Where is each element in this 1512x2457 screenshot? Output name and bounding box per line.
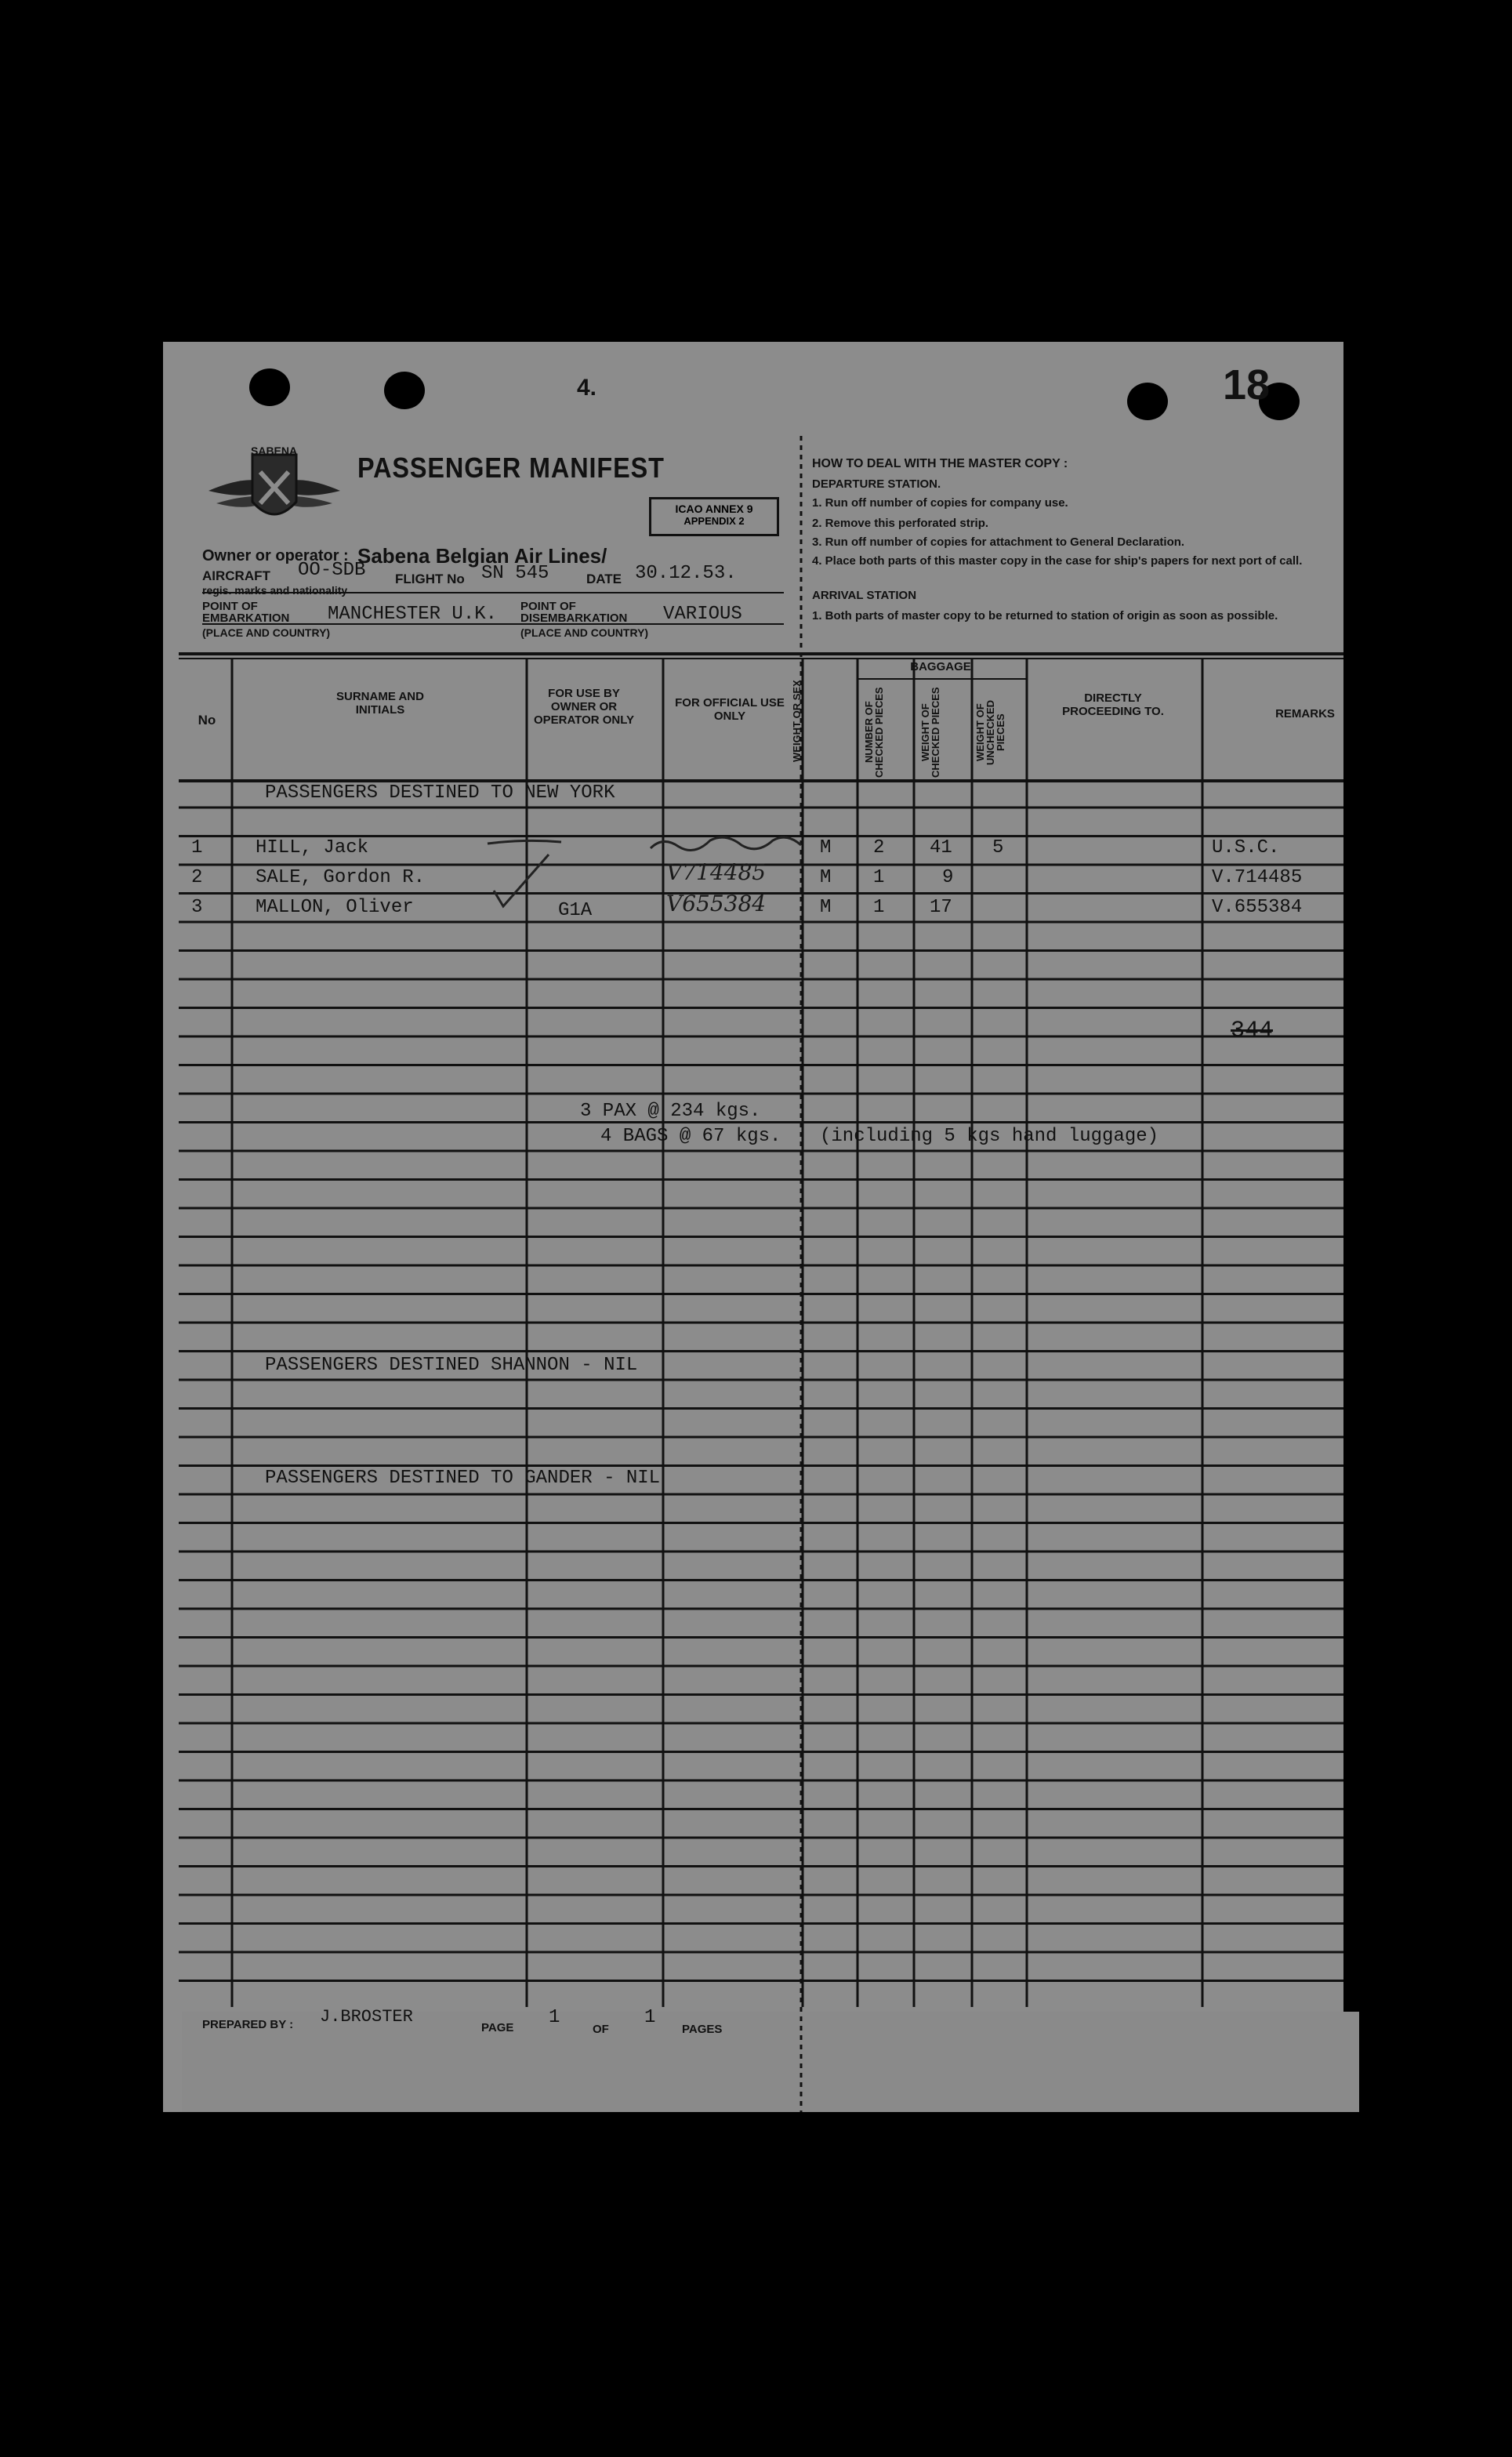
row-2-remarks: V.714485: [1212, 867, 1303, 888]
aircraft-value: OO-SDB: [298, 560, 366, 581]
instruction-step: 4. Place both parts of this master copy in the case for ship's papers for next port of call.: [812, 554, 1303, 568]
row-2-no: 2: [191, 867, 203, 888]
arrival-heading: ARRIVAL STATION: [812, 589, 917, 602]
pages-value: 1: [644, 2007, 656, 2028]
row-3-pieces: 1: [873, 897, 885, 918]
departure-heading: DEPARTURE STATION.: [812, 477, 941, 491]
row-1-name: HILL, Jack: [256, 837, 369, 858]
row-3-official: V655384: [666, 891, 767, 916]
instruction-step: 1. Run off number of copies for company use.: [812, 496, 1068, 510]
page-title: PASSENGER MANIFEST: [357, 452, 665, 484]
row-1-sex: M: [820, 837, 832, 858]
col-header-directly: DIRECTLY PROCEEDING TO.: [1062, 691, 1164, 718]
aircraft-label: AIRCRAFT: [202, 568, 270, 583]
aircraft-sub: regis. marks and nationality: [202, 584, 348, 597]
scribble-icon: [647, 831, 804, 858]
flight-value: SN 545: [481, 563, 549, 584]
col-header-checked-weight: WEIGHT OF CHECKED PIECES: [919, 687, 941, 778]
disembark-value: VARIOUS: [663, 604, 742, 625]
section-heading-gander: PASSENGERS DESTINED TO GANDER - NIL: [265, 1468, 661, 1489]
owner-value: Sabena Belgian Air Lines/: [357, 544, 607, 568]
col-header-surname: SURNAME AND INITIALS: [336, 690, 424, 717]
row-2-pieces: 1: [873, 867, 885, 888]
row-3-owner: G1A: [558, 900, 593, 921]
row-2-name: SALE, Gordon R.: [256, 867, 426, 888]
check-mark-icon: [486, 836, 564, 911]
flight-label: FLIGHT No: [395, 572, 465, 586]
totals-pax: 3 PAX @ 234 kgs.: [580, 1101, 761, 1122]
instructions-title: HOW TO DEAL WITH THE MASTER COPY :: [812, 457, 1068, 470]
row-1-no: 1: [191, 837, 203, 858]
instruction-step: 2. Remove this perforated strip.: [812, 517, 989, 530]
embark-sub: (PLACE AND COUNTRY): [202, 626, 331, 639]
embark-value: MANCHESTER U.K.: [328, 604, 498, 625]
embark-label: POINT OF EMBARKATION: [202, 600, 290, 625]
col-header-remarks: REMARKS: [1275, 707, 1335, 720]
totals-bags: 4 BAGS @ 67 kgs.: [600, 1126, 781, 1147]
stray-remark: 344: [1231, 1018, 1274, 1044]
page-label: PAGE: [481, 2021, 514, 2034]
page-value: 1: [549, 2007, 560, 2028]
owner-label: Owner or operator :: [202, 547, 349, 564]
row-1-pieces: 2: [873, 837, 885, 858]
date-value: 30.12.53.: [635, 563, 737, 584]
section-heading-shannon: PASSENGERS DESTINED SHANNON - NIL: [265, 1355, 638, 1376]
row-1-weight: 41: [930, 837, 952, 858]
row-3-no: 3: [191, 897, 203, 918]
row-2-official: V714485: [666, 859, 767, 885]
disembark-label: POINT OF DISEMBARKATION: [520, 600, 628, 625]
row-3-sex: M: [820, 897, 832, 918]
pages-label: PAGES: [682, 2023, 723, 2036]
date-label: DATE: [586, 572, 622, 586]
prepared-by-label: PREPARED BY :: [202, 2018, 294, 2031]
disembark-sub: (PLACE AND COUNTRY): [520, 626, 649, 639]
corner-mark-right: 18: [1223, 361, 1271, 408]
row-3-remarks: V.655384: [1212, 897, 1303, 918]
col-header-weight-sex: WEIGHT OR SEX: [791, 680, 803, 763]
section-heading-newyork: PASSENGERS DESTINED TO NEW YORK: [265, 782, 615, 804]
row-2-weight: 9: [942, 867, 954, 888]
col-header-unchecked-weight: WEIGHT OF UNCHECKED PIECES: [974, 699, 1006, 765]
row-2-sex: M: [820, 867, 832, 888]
col-header-checked-pieces: NUMBER OF CHECKED PIECES: [863, 687, 885, 778]
of-label: OF: [593, 2023, 609, 2036]
prepared-by-value: J.BROSTER: [320, 2007, 413, 2027]
col-header-no: No: [198, 713, 216, 728]
icao-line-2: APPENDIX 2: [683, 515, 745, 527]
totals-bags-note: (including 5 kgs hand luggage): [820, 1126, 1159, 1147]
col-header-baggage: BAGGAGE: [910, 660, 971, 673]
row-1-remarks: U.S.C.: [1212, 837, 1280, 858]
arrival-step: 1. Both parts of master copy to be returned to station of origin as soon as possible.: [812, 609, 1278, 622]
corner-mark-left: 4.: [577, 375, 597, 401]
col-header-official-use: FOR OFFICIAL USE ONLY: [675, 696, 785, 723]
col-header-owner-use: FOR USE BY OWNER OR OPERATOR ONLY: [533, 687, 635, 727]
row-3-weight: 17: [930, 897, 952, 918]
row-3-name: MALLON, Oliver: [256, 897, 414, 918]
logo-text: SABENA: [251, 445, 298, 457]
instruction-step: 3. Run off number of copies for attachment to General Declaration.: [812, 535, 1185, 549]
icao-line-1: ICAO ANNEX 9: [675, 503, 753, 515]
row-1-unchecked: 5: [992, 837, 1004, 858]
